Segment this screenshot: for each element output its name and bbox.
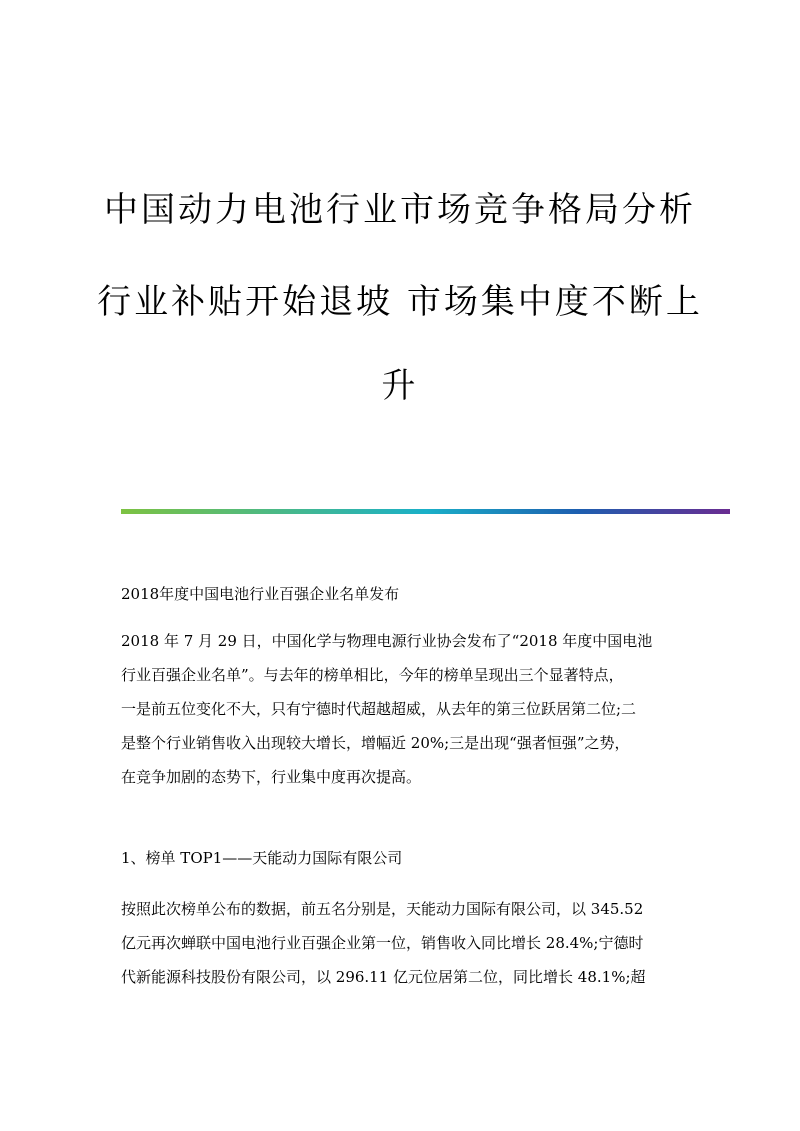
gradient-divider — [121, 509, 730, 514]
paragraph-line: 是整个行业销售收入出现较大增长，增幅近 20%;三是出现“强者恒强”之势， — [121, 734, 630, 752]
paragraph-list-release — [121, 624, 681, 794]
paragraph-line: 行业百强企业名单”。与去年的榜单相比，今年的榜单呈现出三个显著特点， — [121, 666, 624, 684]
section-heading-list-release: 2018年度中国电池行业百强企业名单发布 — [121, 585, 400, 603]
paragraph-line: 在竞争加剧的态势下，行业集中度再次提高。 — [121, 768, 422, 786]
paragraph-top1 — [121, 892, 681, 994]
paragraph-line: 按照此次榜单公布的数据，前五名分别是，天能动力国际有限公司，以 345.52 — [121, 900, 644, 918]
document-title-line-2: 行业补贴开始退坡 市场集中度不断上 — [97, 282, 703, 322]
document-title-line-3: 升 — [381, 366, 419, 406]
paragraph-line: 亿元再次蝉联中国电池行业百强企业第一位，销售收入同比增长 28.4%;宁德时 — [121, 934, 644, 952]
paragraph-line: 代新能源科技股份有限公司，以 296.11 亿元位居第二位，同比增长 48.1%;超 — [121, 968, 646, 986]
document-title-line-1: 中国动力电池行业市场竞争格局分析 — [104, 190, 696, 230]
paragraph-line: 2018 年 7 月 29 日，中国化学与物理电源行业协会发布了“2018 年度中国电池 — [121, 632, 653, 650]
paragraph-line: 一是前五位变化不大，只有宁德时代超越超威，从去年的第三位跃居第二位;二 — [121, 700, 637, 718]
section-heading-top1: 1、榜单 TOP1——天能动力国际有限公司 — [121, 849, 403, 867]
